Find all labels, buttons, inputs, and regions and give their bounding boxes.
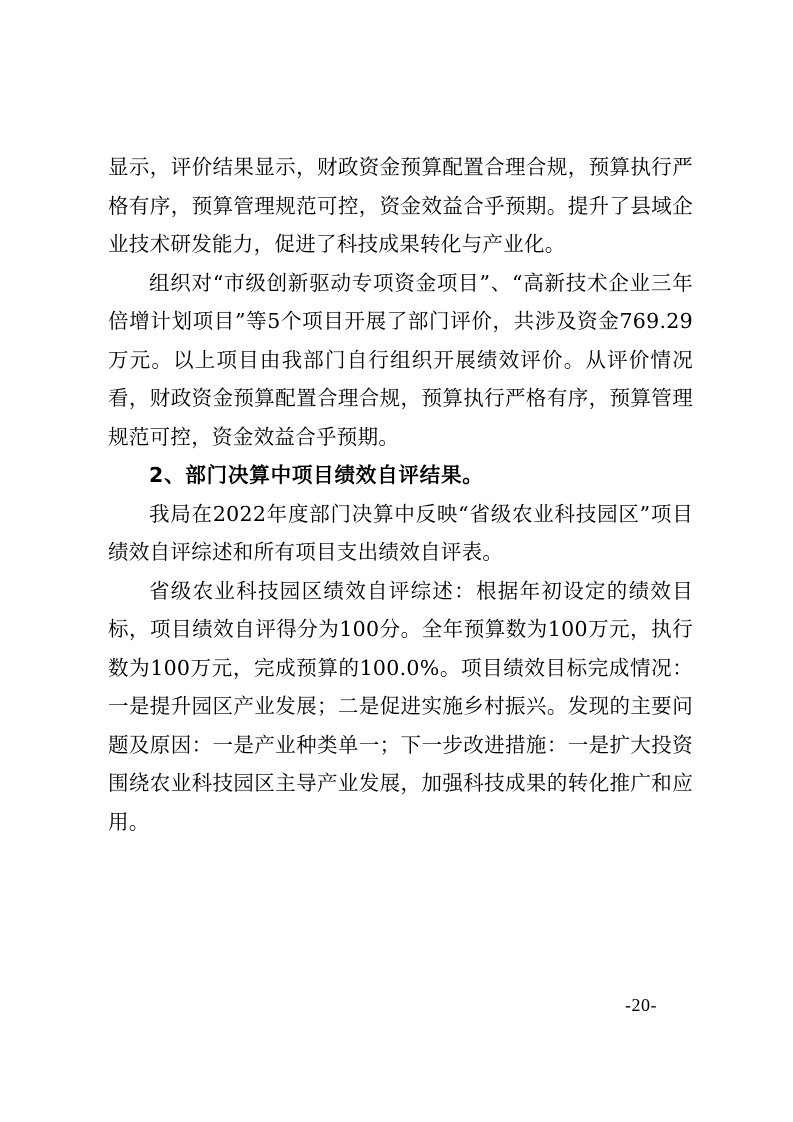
paragraph-continuation: 显示，评价结果显示，财政资金预算配置合理合规，预算执行严格有序，预算管理规范可控，资金效益合乎预期。提升了县域企业技术研发能力，促进了科技成果转化与产业化。 [108,155,693,256]
section-heading: 2、部门决算中项目绩效自评结果。 [149,463,484,487]
paragraph-department-evaluation: 组织对“市级创新驱动专项资金项目”、“高新技术企业三年倍增计划项目”等5个项目开展了部门评价，共涉及资金769.29万元。以上项目由我部门自行组织开展绩效评价。从评价情况看，财政资金预算配置合理合规，预算执行严格有序，预算管理规范可控，资金效益合乎预期。 [108,270,693,449]
paragraph-self-evaluation-summary: 省级农业科技园区绩效自评综述：根据年初设定的绩效目标，项目绩效自评得分为100分。全年预算数为100万元，执行数为100万元，完成预算的100.0%。项目绩效目标完成情况：一是提升园区产业发展；二是促进实施乡村振兴。发现的主要问题及原因：一是产业种类单一；下一步改进措施：一是扩大投资围绕农业科技园区主导产业发展，加强科技成果的转化推广和应用。 [108,578,693,834]
paragraph-final-accounts: 我局在2022年度部门决算中反映“省级农业科技园区”项目绩效自评综述和所有项目支出绩效自评表。 [108,501,693,564]
document-body [108,148,693,841]
page-number: -20- [625,995,657,1015]
